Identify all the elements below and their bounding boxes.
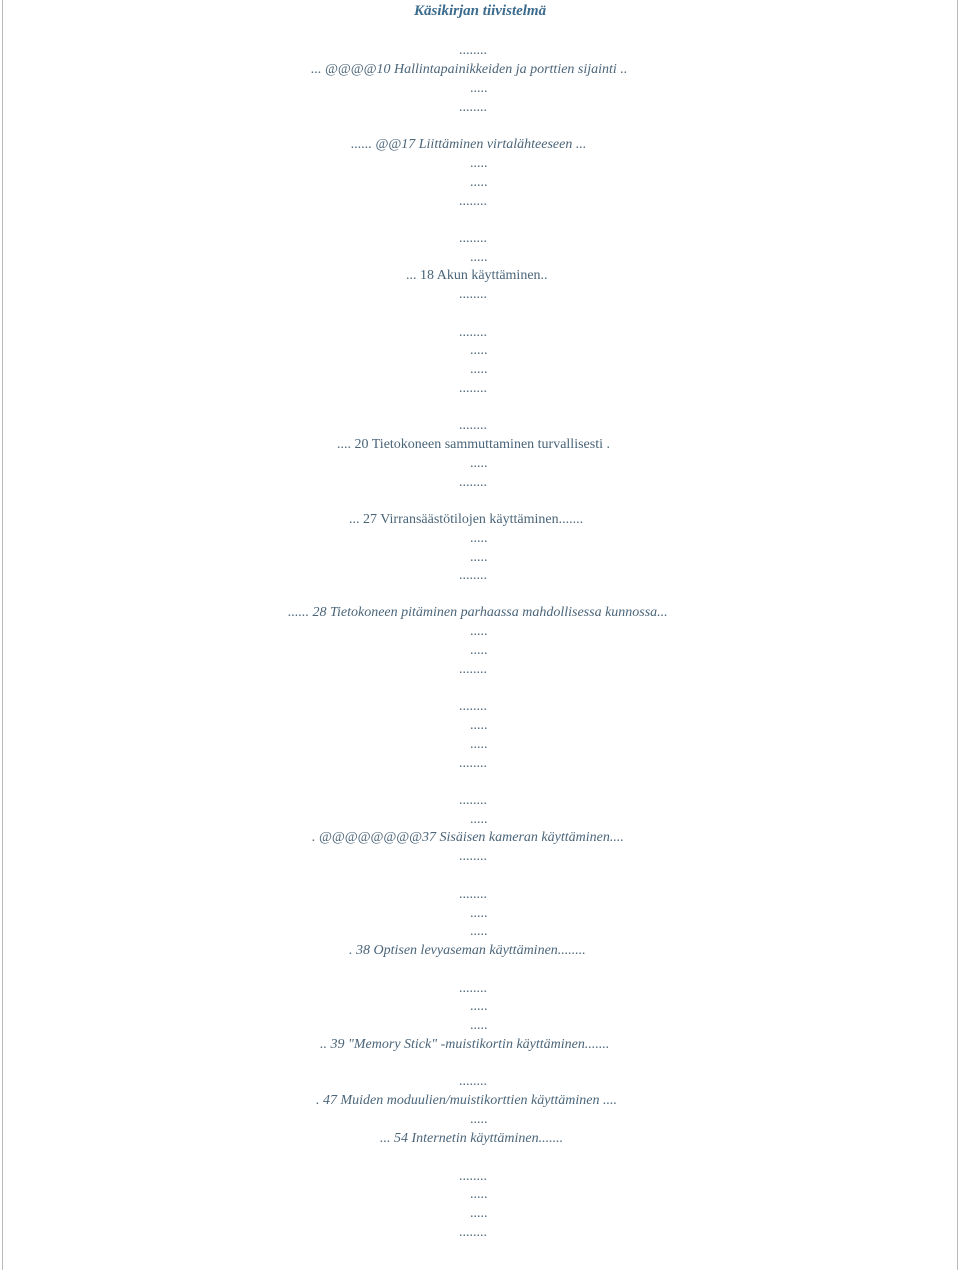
leader-dots: ..... (470, 550, 488, 565)
leader-dots: ........ (459, 1169, 487, 1184)
toc-entry[interactable]: ... 27 Virransäästötilojen käyttäminen....... (349, 512, 584, 527)
leader-dots: ........ (459, 662, 487, 677)
leader-dots: ........ (459, 43, 487, 58)
leader-dots: ........ (459, 475, 487, 490)
toc-entry[interactable]: . 38 Optisen levyaseman käyttäminen........ (349, 943, 586, 958)
leader-dots: ........ (459, 1074, 487, 1089)
page-border-left (2, 0, 3, 1270)
leader-dots: ..... (470, 906, 488, 921)
leader-dots: ..... (470, 812, 488, 827)
leader-dots: ........ (459, 381, 487, 396)
toc-entry[interactable]: . @@@@@@@@37 Sisäisen kameran käyttäminen.... (312, 830, 624, 845)
leader-dots: ..... (470, 81, 488, 96)
leader-dots: ..... (470, 362, 488, 377)
toc-entry[interactable]: . 47 Muiden moduulien/muistikorttien käyttäminen .... (316, 1093, 617, 1108)
toc-entry[interactable]: ...... 28 Tietokoneen pitäminen parhaassa mahdollisessa kunnossa... (288, 605, 668, 620)
leader-dots: ..... (470, 924, 488, 939)
leader-dots: ........ (459, 100, 487, 115)
toc-entry[interactable]: ...... @@17 Liittäminen virtalähteeseen ... (351, 137, 587, 152)
leader-dots: ..... (470, 737, 488, 752)
leader-dots: ..... (470, 1018, 488, 1033)
toc-entry[interactable]: ... 54 Internetin käyttäminen....... (380, 1131, 564, 1146)
leader-dots: ........ (459, 756, 487, 771)
leader-dots: ........ (459, 887, 487, 902)
leader-dots: ..... (470, 999, 488, 1014)
leader-dots: ........ (459, 568, 487, 583)
toc-entry[interactable]: ... @@@@10 Hallintapainikkeiden ja porttien sijainti .. (311, 62, 628, 77)
leader-dots: ..... (470, 718, 488, 733)
leader-dots: ..... (470, 250, 488, 265)
leader-dots: ..... (470, 624, 488, 639)
leader-dots: ........ (459, 793, 487, 808)
leader-dots: ........ (459, 418, 487, 433)
document-title: Käsikirjan tiivistelmä (414, 3, 547, 19)
leader-dots: ..... (470, 175, 488, 190)
leader-dots: ........ (459, 699, 487, 714)
toc-entry[interactable]: .. 39 "Memory Stick" -muistikortin käyttäminen....... (320, 1037, 610, 1052)
leader-dots: ........ (459, 325, 487, 340)
leader-dots: ..... (470, 156, 488, 171)
toc-entry[interactable]: ... 18 Akun käyttäminen.. (406, 268, 548, 283)
leader-dots: ........ (459, 981, 487, 996)
leader-dots: ..... (470, 456, 488, 471)
leader-dots: ........ (459, 194, 487, 209)
leader-dots: ........ (459, 231, 487, 246)
leader-dots: ..... (470, 1112, 488, 1127)
leader-dots: ..... (470, 1187, 488, 1202)
leader-dots: ........ (459, 1225, 487, 1240)
page-border-right (957, 0, 958, 1270)
leader-dots: ..... (470, 1206, 488, 1221)
leader-dots: ..... (470, 343, 488, 358)
leader-dots: ..... (470, 643, 488, 658)
leader-dots: ..... (470, 531, 488, 546)
toc-entry[interactable]: .... 20 Tietokoneen sammuttaminen turvallisesti . (337, 437, 610, 452)
leader-dots: ........ (459, 849, 487, 864)
leader-dots: ........ (459, 287, 487, 302)
